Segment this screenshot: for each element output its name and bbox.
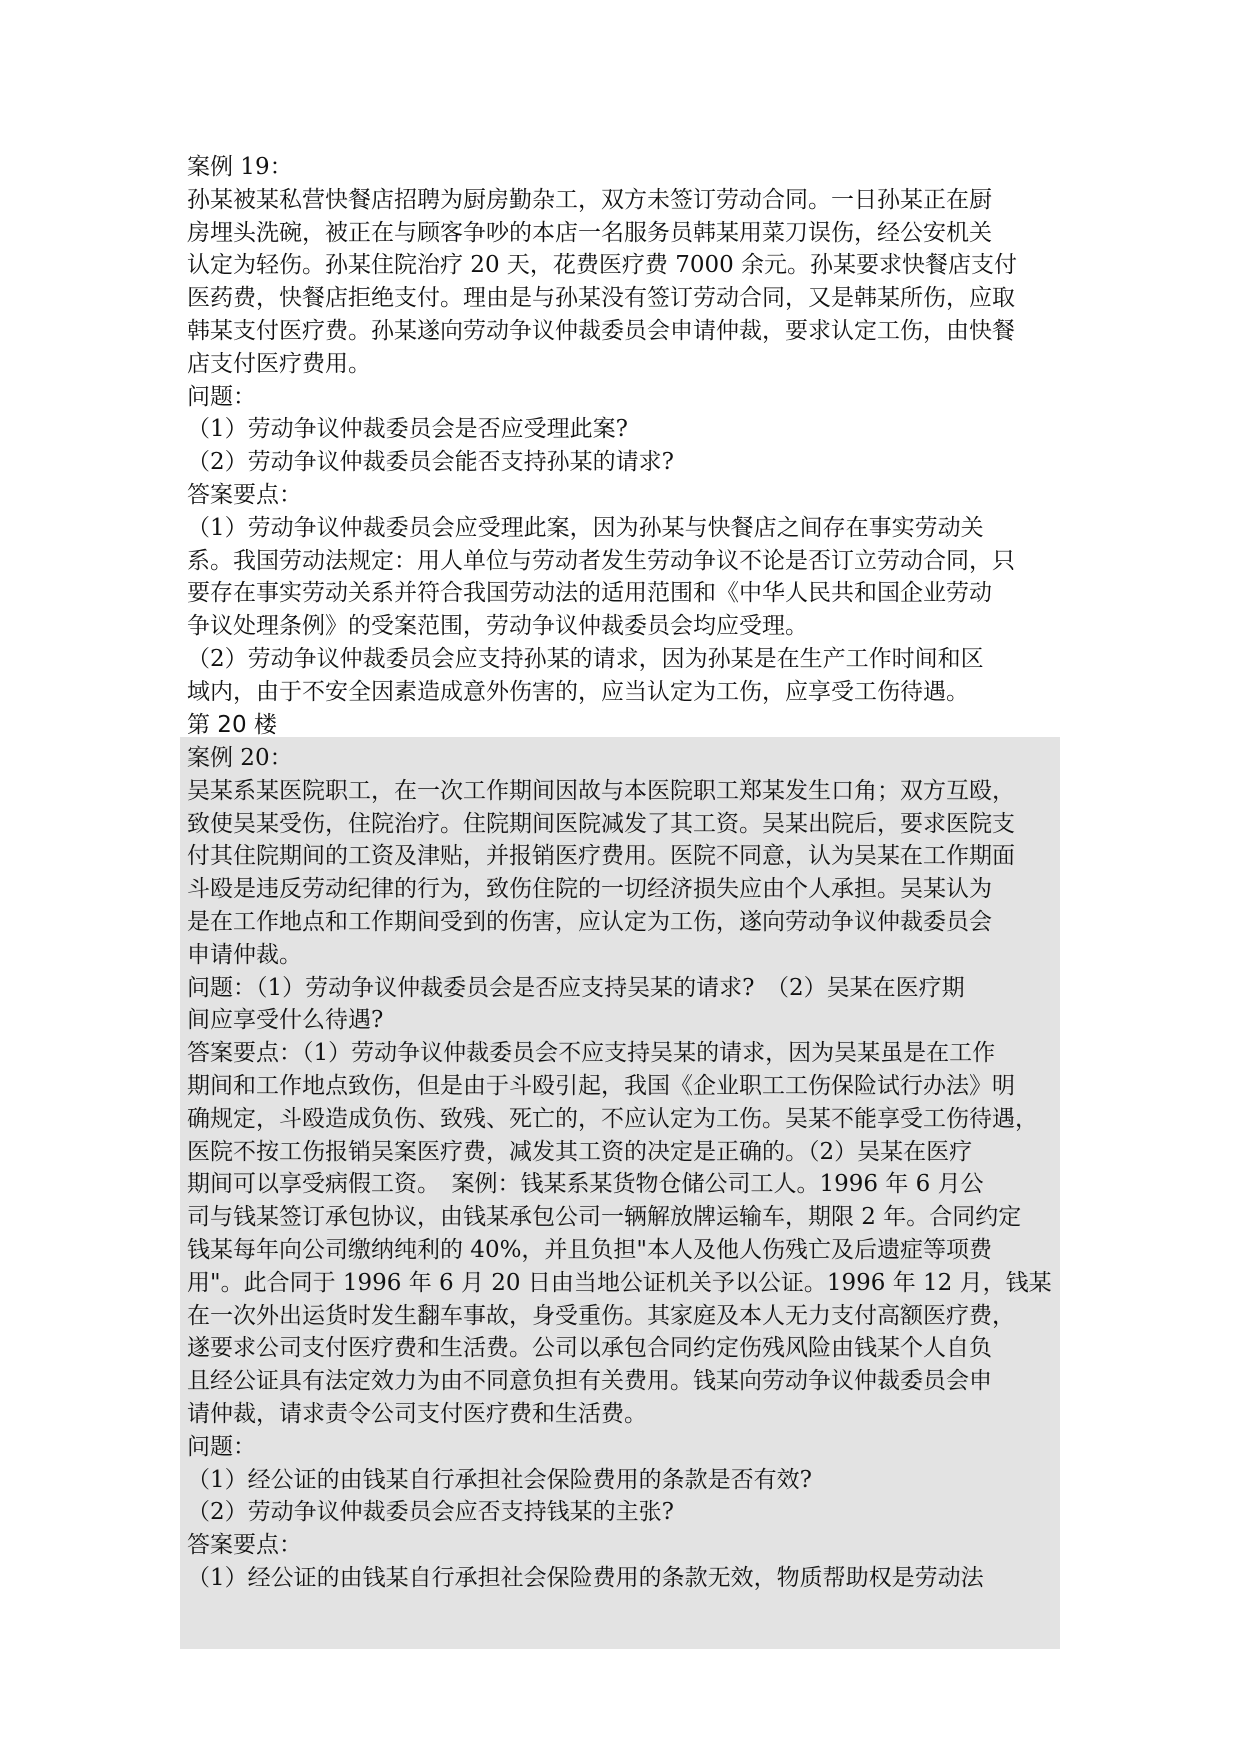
text-line: 认定为轻伤。孙某住院治疗 20 天，花费医疗费 7000 余元。孙某要求快餐店支付 (187, 252, 1018, 279)
text-line: 用"。此合同于 1996 年 6 月 20 日由当地公证机关予以公证。1996 年 12 月，钱某 (187, 1269, 1052, 1296)
text-line: 遂要求公司支付医疗费和生活费。公司以承包合同约定伤残风险由钱某个人自负 (187, 1335, 992, 1362)
text-line: 问题：（1）劳动争议仲裁委员会是否应支持吴某的请求? （2）吴某在医疗期 (187, 974, 965, 1001)
text-line: 争议处理条例》的受案范围，劳动争议仲裁委员会均应受理。 (187, 613, 808, 640)
text-line: 韩某支付医疗费。孙某遂向劳动争议仲裁委员会申请仲裁，要求认定工伤，由快餐 (187, 317, 1015, 344)
text-line: 问题： (187, 383, 256, 410)
text-line: 医药费，快餐店拒绝支付。理由是与孙某没有签订劳动合同，又是韩某所伤，应取 (187, 285, 1015, 312)
text-line: 间应享受什么待遇? (187, 1007, 384, 1034)
text-line: （2）劳动争议仲裁委员会能否支持孙某的请求? (187, 449, 674, 476)
floor-label: 第 20 楼 (187, 711, 277, 738)
text-line: 要存在事实劳动关系并符合我国劳动法的适用范围和《中华人民共和国企业劳动 (187, 580, 992, 607)
text-line: 案例 19： (187, 154, 293, 180)
text-line: 付其住院期间的工资及津贴，并报销医疗费用。医院不同意，认为吴某在工作期面 (187, 843, 1015, 870)
text-line: 斗殴是违反劳动纪律的行为，致伤住院的一切经济损失应由个人承担。吴某认为 (187, 876, 992, 903)
text-line: 店支付医疗费用。 (187, 350, 371, 377)
text-line: 是在工作地点和工作期间受到的伤害，应认定为工伤，遂向劳动争议仲裁委员会 (187, 908, 992, 935)
text-line: （2）劳动争议仲裁委员会应否支持钱某的主张? (187, 1499, 674, 1526)
text-line: （1）劳动争议仲裁委员会应受理此案，因为孙某与快餐店之间存在事实劳动关 (187, 514, 984, 541)
case-20-shaded-block (180, 737, 1060, 1649)
text-line: 域内，由于不安全因素造成意外伤害的，应当认定为工伤，应享受工伤待遇。 (187, 678, 969, 705)
text-line: 答案要点： (187, 1532, 302, 1559)
text-line: （1）经公证的由钱某自行承担社会保险费用的条款是否有效? (187, 1466, 812, 1493)
text-line: 确规定，斗殴造成负伤、致残、死亡的，不应认定为工伤。吴某不能享受工伤待遇， (187, 1105, 1038, 1132)
case-19-text (187, 151, 1049, 745)
text-line: 在一次外出运货时发生翻车事故，身受重伤。其家庭及本人无力支付高额医疗费， (187, 1302, 1015, 1329)
text-line: 孙某被某私营快餐店招聘为厨房勤杂工，双方未签订劳动合同。一日孙某正在厨 (187, 186, 992, 213)
case-20-text (180, 737, 1060, 1595)
text-line: 请仲裁，请求责令公司支付医疗费和生活费。 (187, 1400, 647, 1427)
text-line: 司与钱某签订承包协议，由钱某承包公司一辆解放牌运输车，期限 2 年。合同约定 (187, 1204, 1022, 1231)
text-line: 问题： (187, 1433, 256, 1460)
text-line: 房埋头洗碗，被正在与顾客争吵的本店一名服务员韩某用菜刀误伤，经公安机关 (187, 219, 992, 246)
text-line: 吴某系某医院职工，在一次工作期间因故与本医院职工郑某发生口角；双方互殴， (187, 777, 1015, 804)
text-line: 期间和工作地点致伤，但是由于斗殴引起，我国《企业职工工伤保险试行办法》明 (187, 1072, 1015, 1099)
text-line: 钱某每年向公司缴纳纯利的 40%，并且负担"本人及他人伤残亡及后遗症等项费 (187, 1236, 993, 1263)
text-line: 答案要点：（1）劳动争议仲裁委员会不应支持吴某的请求，因为吴某虽是在工作 (187, 1040, 996, 1067)
text-line: （2）劳动争议仲裁委员会应支持孙某的请求，因为孙某是在生产工作时间和区 (187, 645, 984, 672)
text-line: （1）劳动争议仲裁委员会是否应受理此案? (187, 416, 628, 443)
text-line: 医院不按工伤报销吴案医疗费，减发其工资的决定是正确的。（2）吴某在医疗 (187, 1138, 973, 1165)
text-line: 期间可以享受病假工资。 案例：钱某系某货物仓储公司工人。1996 年 6 月公 (187, 1171, 984, 1198)
text-line: 系。我国劳动法规定：用人单位与劳动者发生劳动争议不论是否订立劳动合同，只 (187, 547, 1015, 574)
text-line: 案例 20： (187, 745, 293, 771)
text-line: （1）经公证的由钱某自行承担社会保险费用的条款无效，物质帮助权是劳动法 (187, 1564, 984, 1591)
text-line: 申请仲裁。 (187, 941, 302, 968)
text-line: 答案要点： (187, 481, 302, 508)
text-line: 且经公证具有法定效力为由不同意负担有关费用。钱某向劳动争议仲裁委员会申 (187, 1368, 992, 1395)
text-line: 致使吴某受伤，住院治疗。住院期间医院减发了其工资。吴某出院后，要求医院支 (187, 810, 1015, 837)
